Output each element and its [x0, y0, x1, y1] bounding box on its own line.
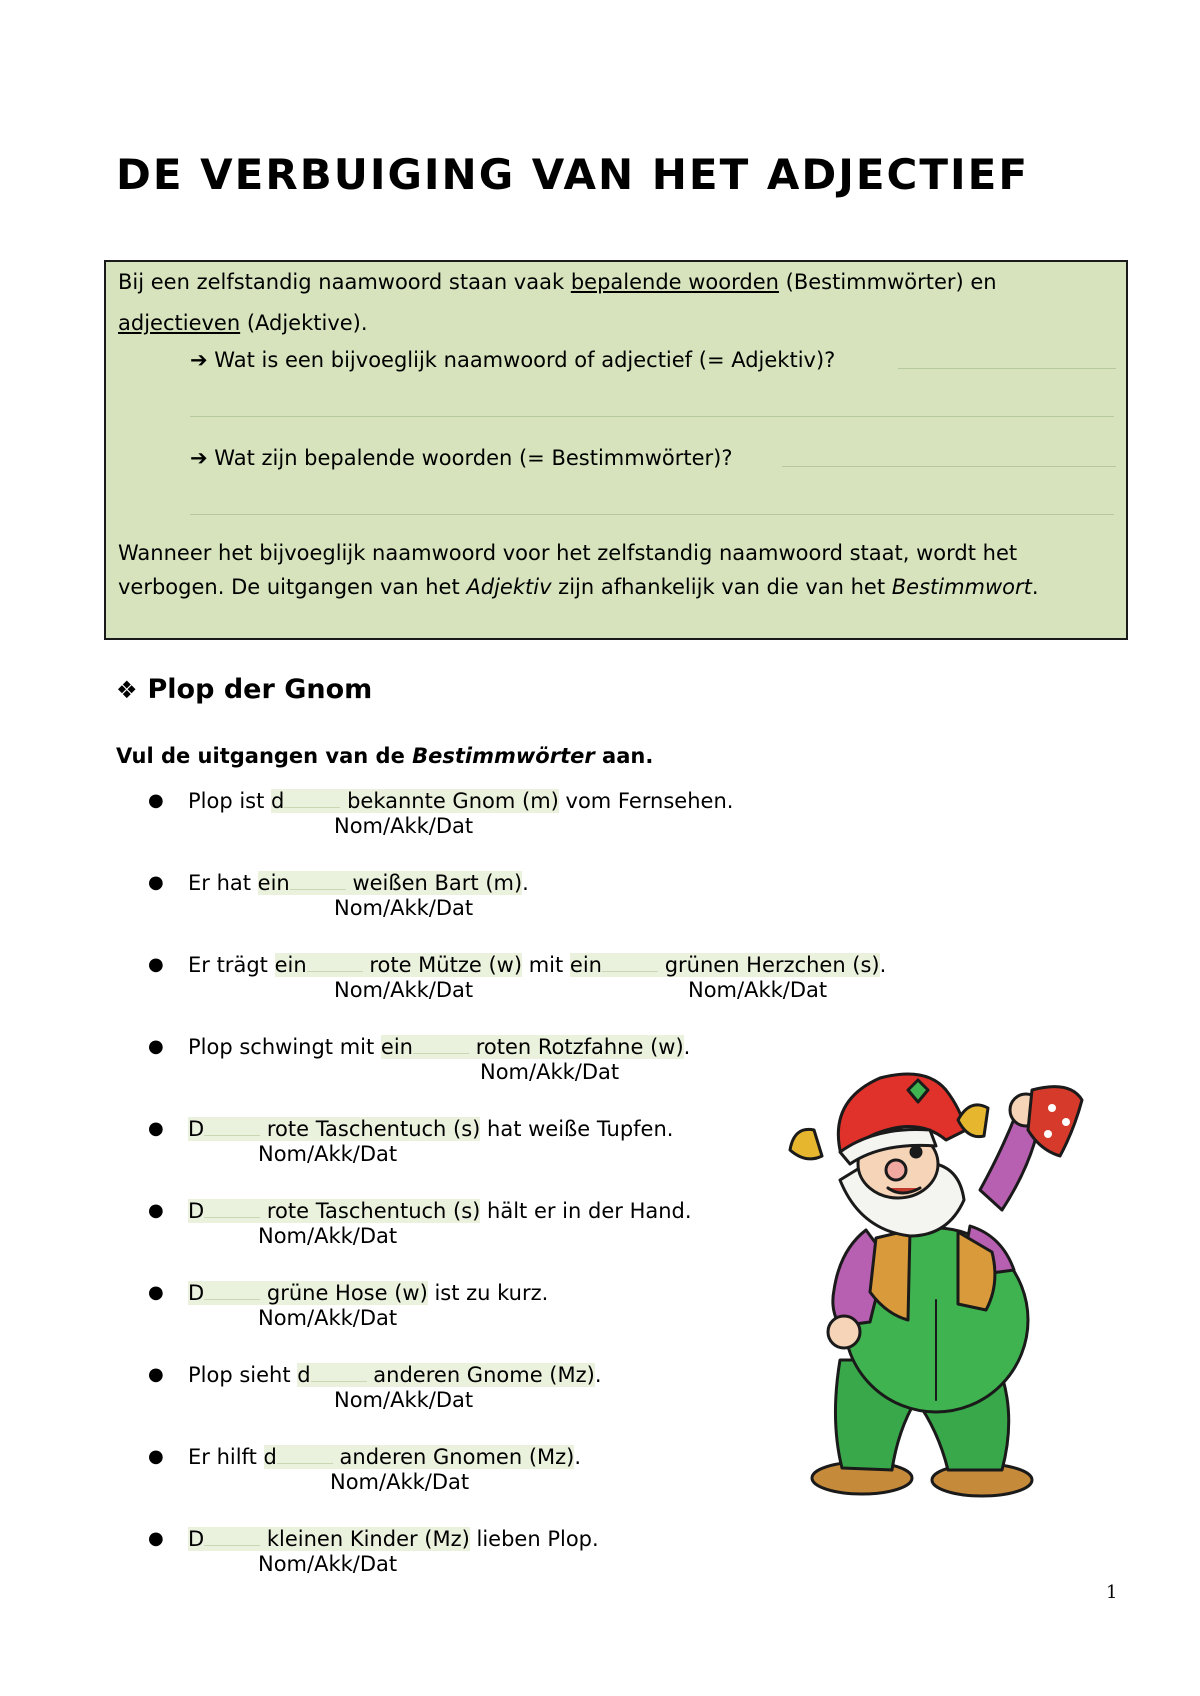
question-1: ➔ Wat is een bijvoeglijk naamwoord of adjectief (= Adjektiv)? [190, 348, 836, 372]
answer-line[interactable] [898, 368, 1116, 369]
sentence: Er hat ein weißen Bart (m). [188, 871, 529, 895]
blank-input[interactable] [602, 955, 658, 972]
sentence: D rote Taschentuch (s) hat weiße Tupfen. [188, 1117, 674, 1141]
intro-line-2: adjectieven (Adjektive). [118, 311, 368, 335]
intro-box [104, 260, 1128, 640]
blank-input[interactable] [277, 1447, 333, 1464]
blank-input[interactable] [204, 1119, 260, 1136]
intro-closing: Wanneer het bijvoeglijk naamwoord voor het zelfstandig naamwoord staat, wordt het verbogen. De uitgangen van het Adjektiv zijn afhankelijk van die van het Bestimmwort. [118, 541, 1039, 599]
bullet-icon: ● [148, 1528, 164, 1549]
blank-input[interactable] [311, 1365, 367, 1382]
blank-input[interactable] [204, 1283, 260, 1300]
answer-line[interactable] [190, 416, 1114, 417]
bullet-icon: ● [148, 1364, 164, 1385]
sentence: Plop sieht d anderen Gnome (Mz). [188, 1363, 602, 1387]
case-label: Nom/Akk/Dat [480, 1060, 620, 1084]
section-title: ❖ Plop der Gnom [116, 674, 373, 705]
case-label: Nom/Akk/Dat [258, 1224, 398, 1248]
case-label: Nom/Akk/Dat [330, 1470, 470, 1494]
bullet-icon: ● [148, 790, 164, 811]
case-label: Nom/Akk/Dat [258, 1552, 398, 1576]
blank-input[interactable] [284, 791, 340, 808]
bullet-icon: ● [148, 1446, 164, 1467]
intro-line-1: Bij een zelfstandig naamwoord staan vaak bepalende woorden (Bestimmwörter) en [118, 270, 997, 294]
arrow-right-icon: ➔ [190, 348, 208, 372]
case-label: Nom/Akk/Dat [334, 896, 474, 920]
case-label: Nom/Akk/Dat [334, 978, 474, 1002]
arrow-right-icon: ➔ [190, 446, 208, 470]
bullet-icon: ● [148, 1200, 164, 1221]
underlined-term: bepalende woorden [570, 270, 779, 294]
case-label: Nom/Akk/Dat [688, 978, 828, 1002]
blank-input[interactable] [204, 1529, 260, 1546]
page-title: DE VERBUIGING VAN HET ADJECTIEF [116, 150, 1030, 199]
bullet-icon: ● [148, 954, 164, 975]
sentence: Er trägt ein rote Mütze (w) mit ein grünen Herzchen (s). [188, 953, 887, 977]
blank-input[interactable] [290, 873, 346, 890]
case-label: Nom/Akk/Dat [334, 814, 474, 838]
bullet-icon: ● [148, 1036, 164, 1057]
case-label: Nom/Akk/Dat [258, 1142, 398, 1166]
sentence: Plop schwingt mit ein roten Rotzfahne (w). [188, 1035, 691, 1059]
sentence: D rote Taschentuch (s) hält er in der Hand. [188, 1199, 692, 1223]
blank-input[interactable] [413, 1037, 469, 1054]
four-diamond-icon: ❖ [116, 676, 138, 704]
gnome-illustration [770, 1060, 1090, 1500]
answer-line[interactable] [190, 514, 1114, 515]
sentence: Plop ist d bekannte Gnom (m) vom Fernsehen. [188, 789, 734, 813]
sentence: Er hilft d anderen Gnomen (Mz). [188, 1445, 582, 1469]
bullet-icon: ● [148, 1118, 164, 1139]
bullet-icon: ● [148, 1282, 164, 1303]
question-2: ➔ Wat zijn bepalende woorden (= Bestimmwörter)? [190, 446, 733, 470]
bullet-icon: ● [148, 872, 164, 893]
case-label: Nom/Akk/Dat [258, 1306, 398, 1330]
page-number: 1 [1106, 1582, 1118, 1603]
case-label: Nom/Akk/Dat [334, 1388, 474, 1412]
blank-input[interactable] [307, 955, 363, 972]
answer-line[interactable] [782, 466, 1116, 467]
sentence: D grüne Hose (w) ist zu kurz. [188, 1281, 549, 1305]
exercise-instruction: Vul de uitgangen van de Bestimmwörter aan. [116, 744, 654, 768]
underlined-term: adjectieven [118, 311, 241, 335]
sentence: D kleinen Kinder (Mz) lieben Plop. [188, 1527, 599, 1551]
blank-input[interactable] [204, 1201, 260, 1218]
